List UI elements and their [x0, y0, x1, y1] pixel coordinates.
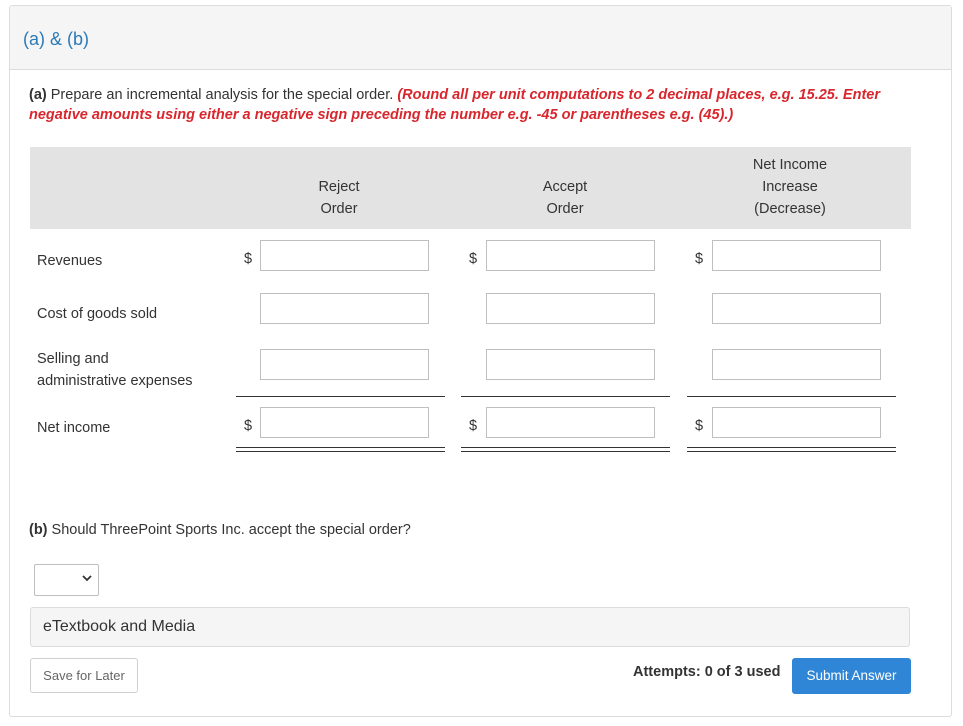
col-header-reject-order [289, 176, 389, 220]
part-a-prompt: Prepare an incremental analysis for the special order. [46, 87, 398, 103]
total-double-rule [236, 447, 445, 452]
row-label-line: Selling and [37, 351, 109, 367]
col-header-accept-order [515, 176, 615, 220]
selling-admin-change-input[interactable] [712, 349, 881, 380]
dollar-sign: $ [244, 251, 253, 267]
dollar-sign: $ [469, 251, 478, 267]
net-income-change-input[interactable] [712, 407, 881, 438]
net-income-accept-input[interactable] [486, 407, 655, 438]
attempts-counter: Attempts: 0 of 3 used [633, 664, 781, 680]
revenues-accept-input[interactable] [486, 240, 655, 271]
part-a-hint: (Round all per unit computations to 2 decimal places, e.g. 15.25. Enter negative amounts using either a negative sign preceding the number e.g. -45 or parentheses e.g. (45).) [29, 87, 880, 123]
revenues-reject-input[interactable] [260, 240, 429, 271]
accept-order-select[interactable] [34, 564, 99, 596]
col-header-line: Accept [542, 179, 588, 195]
row-label-selling-admin [37, 348, 193, 392]
col-header-line: Net Income [752, 157, 828, 173]
card-header [10, 6, 951, 70]
selling-admin-accept-input[interactable] [486, 349, 655, 380]
save-for-later-button[interactable]: Save for Later [30, 658, 138, 693]
total-double-rule [461, 447, 670, 452]
row-label-line: administrative expenses [37, 373, 193, 389]
row-label-revenues: Revenues [37, 253, 103, 269]
net-income-reject-input[interactable] [260, 407, 429, 438]
col-header-line: (Decrease) [754, 201, 826, 217]
dollar-sign: $ [469, 418, 478, 434]
chevron-down-icon [82, 572, 92, 586]
part-b-prompt: Should ThreePoint Sports Inc. accept the special order? [47, 522, 411, 538]
cogs-accept-input[interactable] [486, 293, 655, 324]
dollar-sign: $ [244, 418, 253, 434]
row-label-net-income: Net income [37, 420, 111, 436]
part-a-question [29, 85, 909, 125]
part-b-question [29, 522, 411, 538]
cogs-reject-input[interactable] [260, 293, 429, 324]
subtotal-rule [236, 396, 445, 397]
col-header-net-income-change [735, 154, 845, 220]
part-a-label: (a) [29, 87, 47, 103]
col-header-line: Increase [762, 179, 818, 195]
part-b-label: (b) [29, 522, 48, 538]
subtotal-rule [461, 396, 670, 397]
row-label-cost-of-goods-sold: Cost of goods sold [37, 306, 158, 322]
dollar-sign: $ [695, 418, 704, 434]
cogs-change-input[interactable] [712, 293, 881, 324]
selling-admin-reject-input[interactable] [260, 349, 429, 380]
submit-answer-button[interactable]: Submit Answer [792, 658, 911, 694]
etextbook-media-label: eTextbook and Media [43, 618, 196, 635]
total-double-rule [687, 447, 896, 452]
dollar-sign: $ [695, 251, 704, 267]
col-header-line: Order [546, 201, 584, 217]
etextbook-media-panel[interactable] [30, 607, 910, 647]
subtotal-rule [687, 396, 896, 397]
revenues-change-input[interactable] [712, 240, 881, 271]
card-title: (a) & (b) [23, 29, 90, 49]
col-header-line: Order [320, 201, 358, 217]
col-header-line: Reject [318, 179, 360, 195]
